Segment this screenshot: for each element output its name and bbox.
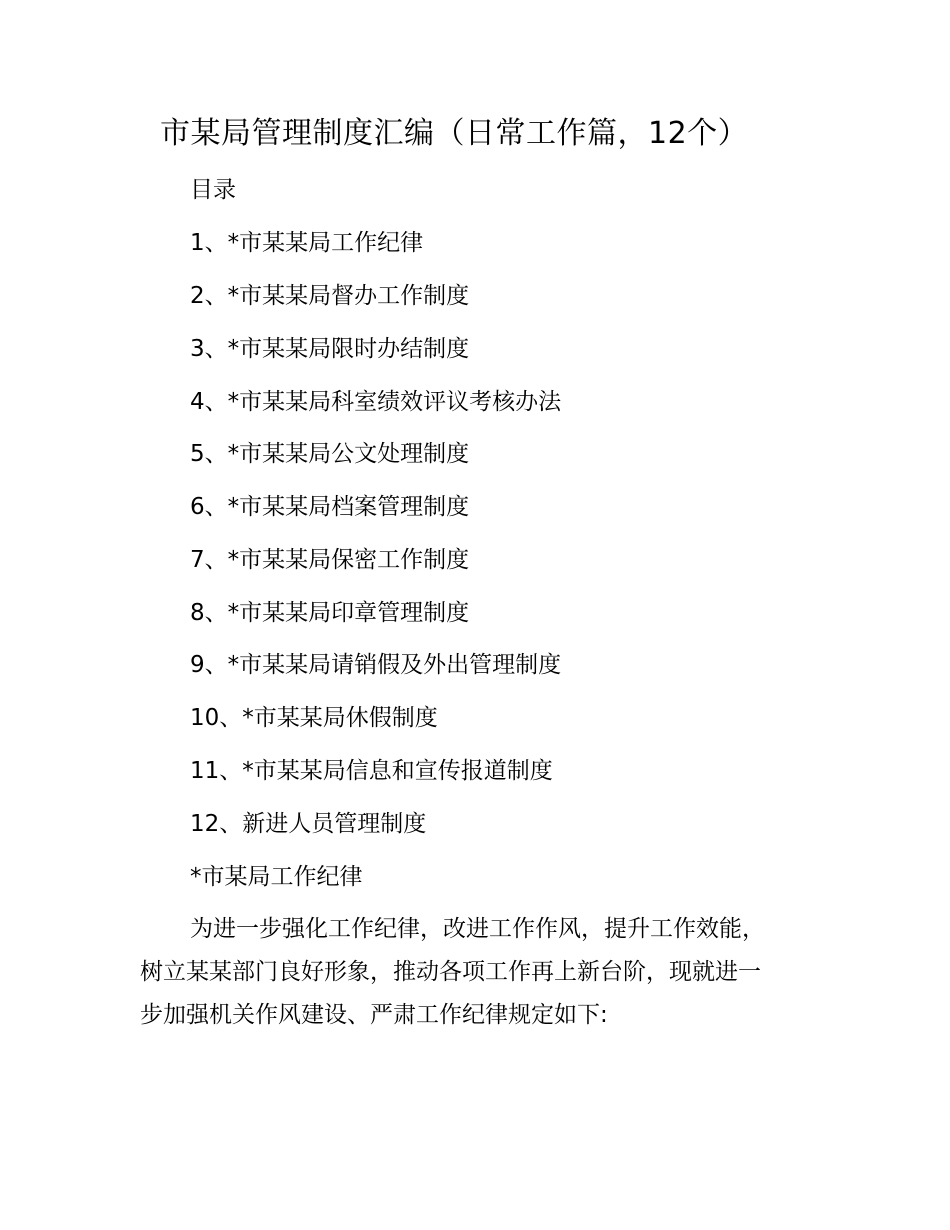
toc-item: 3、*市某某局限时办结制度 [190, 336, 470, 362]
toc-item: 7、*市某某局保密工作制度 [190, 547, 470, 573]
toc-heading: 目录 [190, 177, 236, 203]
toc-item: 10、*市某某局休假制度 [190, 705, 438, 731]
toc-item: 4、*市某某局科室绩效评议考核办法 [190, 389, 562, 415]
body-paragraph [140, 908, 820, 1037]
toc-item: 12、新进人员管理制度 [190, 811, 427, 837]
toc-item: 8、*市某某局印章管理制度 [190, 600, 470, 626]
toc-item: 9、*市某某局请销假及外出管理制度 [190, 652, 562, 678]
toc-item: 6、*市某某局档案管理制度 [190, 494, 470, 520]
toc-item: 5、*市某某局公文处理制度 [190, 441, 470, 467]
paragraph-line: 为进一步强化工作纪律，改进工作作风，提升工作效能， [190, 916, 765, 942]
toc-item: 1、*市某某局工作纪律 [190, 230, 424, 256]
section-heading: *市某局工作纪律 [190, 864, 363, 890]
paragraph-line: 树立某某部门良好形象，推动各项工作再上新台阶，现就进一 [140, 959, 761, 985]
toc-item: 2、*市某某局督办工作制度 [190, 283, 470, 309]
document-title: 市某局管理制度汇编（日常工作篇，12个） [160, 116, 749, 151]
toc-item: 11、*市某某局信息和宣传报道制度 [190, 758, 553, 784]
paragraph-line: 步加强机关作风建设、严肃工作纪律规定如下: [140, 1002, 608, 1028]
